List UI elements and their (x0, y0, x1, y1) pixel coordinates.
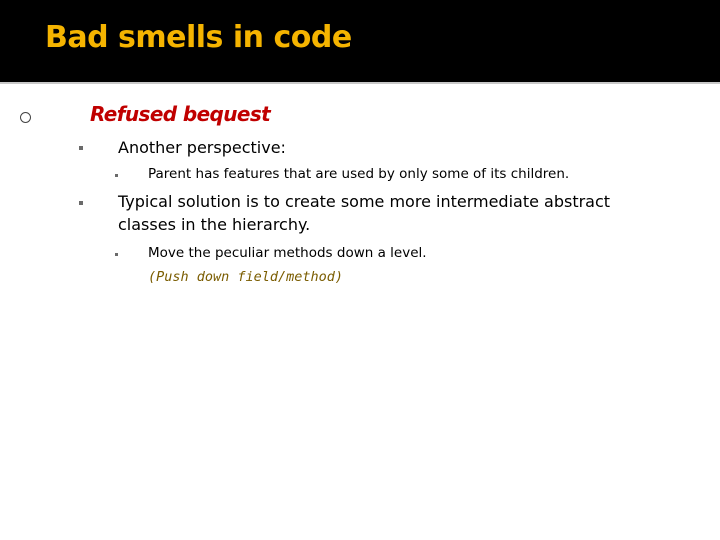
title-divider (0, 82, 720, 84)
square-bullet-icon (115, 253, 118, 256)
slide-heading: Refused bequest (90, 102, 271, 126)
refactoring-note: (Push down field/method) (148, 269, 344, 285)
square-bullet-icon (115, 174, 118, 177)
list-item-text-continued: classes in the hierarchy. (118, 215, 311, 234)
sub-list-item-text: Move the peculiar methods down a level. (148, 245, 427, 261)
square-bullet-icon (79, 201, 83, 205)
slide-title: Bad smells in code (45, 20, 352, 55)
hollow-circle-bullet-icon (20, 112, 31, 123)
heading-row (0, 102, 720, 132)
list-item-text: Typical solution is to create some more intermediate abstract (118, 192, 611, 211)
sub-list-item-text: Parent has features that are used by only some of its children. (148, 166, 570, 182)
square-bullet-icon (79, 146, 83, 150)
list-item-text: Another perspective: (118, 138, 286, 157)
